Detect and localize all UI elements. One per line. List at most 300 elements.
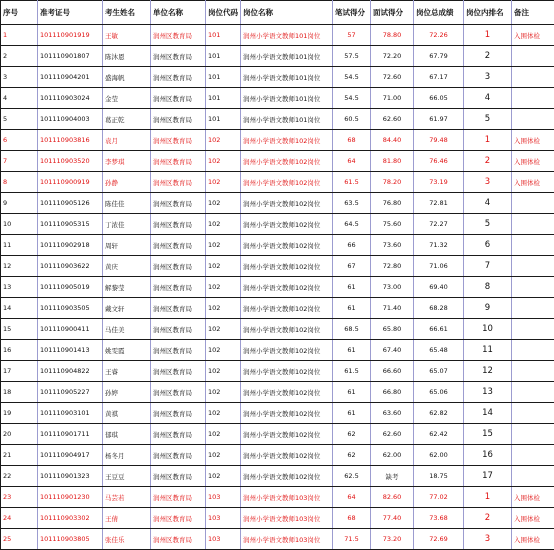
cell-exam-id: 101110903101 [38, 403, 103, 424]
cell-total-score: 69.40 [414, 277, 464, 298]
cell-rank: 3 [464, 172, 512, 193]
cell-rank: 1 [464, 25, 512, 46]
cell-note [512, 445, 554, 466]
cell-seq: 16 [1, 340, 38, 361]
cell-unit: 润州区教育局 [151, 235, 206, 256]
cell-note [512, 46, 554, 67]
cell-post-name: 润州小学语文教师102岗位 [241, 151, 333, 172]
cell-post-name: 润州小学语文教师102岗位 [241, 403, 333, 424]
header-rank: 岗位内排名 [464, 1, 512, 25]
cell-note [512, 319, 554, 340]
cell-written-score: 62 [333, 424, 371, 445]
cell-interview-score: 66.80 [371, 382, 414, 403]
cell-seq: 23 [1, 487, 38, 508]
cell-unit: 润州区教育局 [151, 319, 206, 340]
cell-post-name: 润州小学语文教师102岗位 [241, 340, 333, 361]
cell-rank: 3 [464, 529, 512, 550]
cell-note [512, 109, 554, 130]
cell-note [512, 214, 554, 235]
cell-total-score: 62.82 [414, 403, 464, 424]
table-row [1, 109, 554, 130]
cell-note [512, 340, 554, 361]
cell-interview-score: 72.60 [371, 67, 414, 88]
cell-interview-score: 缺考 [371, 466, 414, 487]
cell-post-name: 润州小学语文教师102岗位 [241, 193, 333, 214]
table-row [1, 172, 554, 193]
cell-post-name: 润州小学语文教师102岗位 [241, 466, 333, 487]
cell-written-score: 66 [333, 235, 371, 256]
cell-note [512, 403, 554, 424]
cell-unit: 润州区教育局 [151, 277, 206, 298]
cell-total-score: 66.61 [414, 319, 464, 340]
cell-name: 王倩 [103, 508, 151, 529]
cell-post-code: 102 [206, 193, 241, 214]
cell-exam-id: 101110903805 [38, 529, 103, 550]
cell-seq: 15 [1, 319, 38, 340]
cell-total-score: 77.02 [414, 487, 464, 508]
cell-post-code: 102 [206, 340, 241, 361]
cell-total-score: 65.06 [414, 382, 464, 403]
cell-post-name: 润州小学语文教师101岗位 [241, 109, 333, 130]
cell-post-name: 润州小学语文教师103岗位 [241, 487, 333, 508]
cell-seq: 25 [1, 529, 38, 550]
cell-post-code: 102 [206, 298, 241, 319]
cell-unit: 润州区教育局 [151, 193, 206, 214]
cell-unit: 润州区教育局 [151, 88, 206, 109]
cell-seq: 7 [1, 151, 38, 172]
cell-unit: 润州区教育局 [151, 361, 206, 382]
cell-total-score: 73.19 [414, 172, 464, 193]
cell-written-score: 68 [333, 508, 371, 529]
cell-note: 入围体检 [512, 25, 554, 46]
cell-unit: 润州区教育局 [151, 130, 206, 151]
cell-post-name: 润州小学语文教师102岗位 [241, 319, 333, 340]
cell-written-score: 54.5 [333, 67, 371, 88]
cell-exam-id: 101110901919 [38, 25, 103, 46]
cell-exam-id: 101110904003 [38, 109, 103, 130]
cell-total-score: 72.81 [414, 193, 464, 214]
cell-exam-id: 101110903302 [38, 508, 103, 529]
cell-note [512, 361, 554, 382]
cell-unit: 润州区教育局 [151, 214, 206, 235]
cell-rank: 14 [464, 403, 512, 424]
cell-interview-score: 62.60 [371, 424, 414, 445]
cell-rank: 3 [464, 67, 512, 88]
cell-note: 入围体检 [512, 130, 554, 151]
cell-seq: 13 [1, 277, 38, 298]
cell-interview-score: 72.20 [371, 46, 414, 67]
cell-seq: 22 [1, 466, 38, 487]
cell-interview-score: 66.60 [371, 361, 414, 382]
cell-interview-score: 71.40 [371, 298, 414, 319]
cell-post-name: 润州小学语文教师101岗位 [241, 67, 333, 88]
cell-written-score: 57 [333, 25, 371, 46]
cell-interview-score: 72.80 [371, 256, 414, 277]
cell-seq: 8 [1, 172, 38, 193]
table-row [1, 487, 554, 508]
header-seq: 序号 [1, 1, 38, 25]
cell-exam-id: 101110903024 [38, 88, 103, 109]
header-name: 考生姓名 [103, 1, 151, 25]
header-post-code: 岗位代码 [206, 1, 241, 25]
cell-name: 郁琪 [103, 424, 151, 445]
cell-post-code: 101 [206, 67, 241, 88]
cell-exam-id: 101110900411 [38, 319, 103, 340]
cell-rank: 4 [464, 88, 512, 109]
cell-rank: 11 [464, 340, 512, 361]
cell-name: 孙静 [103, 172, 151, 193]
cell-post-code: 101 [206, 88, 241, 109]
cell-post-code: 102 [206, 256, 241, 277]
cell-rank: 5 [464, 214, 512, 235]
cell-total-score: 72.69 [414, 529, 464, 550]
cell-post-code: 101 [206, 25, 241, 46]
cell-total-score: 62.42 [414, 424, 464, 445]
header-post-name: 岗位名称 [241, 1, 333, 25]
cell-exam-id: 101110903505 [38, 298, 103, 319]
cell-name: 李梦琪 [103, 151, 151, 172]
cell-interview-score: 67.40 [371, 340, 414, 361]
cell-seq: 12 [1, 256, 38, 277]
cell-post-name: 润州小学语文教师102岗位 [241, 445, 333, 466]
cell-name: 孙婷 [103, 382, 151, 403]
cell-unit: 润州区教育局 [151, 172, 206, 193]
cell-exam-id: 101110904201 [38, 67, 103, 88]
cell-seq: 17 [1, 361, 38, 382]
cell-name: 张佳乐 [103, 529, 151, 550]
cell-rank: 15 [464, 424, 512, 445]
cell-post-name: 润州小学语文教师102岗位 [241, 382, 333, 403]
cell-unit: 润州区教育局 [151, 109, 206, 130]
header-exam-id: 准考证号 [38, 1, 103, 25]
cell-written-score: 61 [333, 298, 371, 319]
cell-post-code: 103 [206, 487, 241, 508]
cell-unit: 润州区教育局 [151, 466, 206, 487]
table-row [1, 445, 554, 466]
cell-name: 黄祺 [103, 403, 151, 424]
header-note: 备注 [512, 1, 554, 25]
cell-written-score: 67 [333, 256, 371, 277]
cell-interview-score: 63.60 [371, 403, 414, 424]
cell-post-code: 102 [206, 214, 241, 235]
cell-name: 解黎莹 [103, 277, 151, 298]
cell-post-code: 102 [206, 151, 241, 172]
cell-rank: 13 [464, 382, 512, 403]
table-body [1, 25, 554, 550]
cell-note [512, 424, 554, 445]
cell-rank: 2 [464, 508, 512, 529]
cell-post-code: 103 [206, 508, 241, 529]
cell-name: 王睿 [103, 361, 151, 382]
cell-exam-id: 101110902918 [38, 235, 103, 256]
cell-exam-id: 101110903816 [38, 130, 103, 151]
cell-total-score: 65.48 [414, 340, 464, 361]
cell-unit: 润州区教育局 [151, 382, 206, 403]
table-row [1, 235, 554, 256]
cell-seq: 19 [1, 403, 38, 424]
cell-seq: 21 [1, 445, 38, 466]
cell-rank: 10 [464, 319, 512, 340]
cell-post-code: 102 [206, 319, 241, 340]
table-row [1, 25, 554, 46]
cell-written-score: 62.5 [333, 466, 371, 487]
cell-name: 葛正乾 [103, 109, 151, 130]
table-row [1, 403, 554, 424]
cell-written-score: 60.5 [333, 109, 371, 130]
cell-rank: 16 [464, 445, 512, 466]
cell-post-name: 润州小学语文教师102岗位 [241, 424, 333, 445]
cell-post-code: 102 [206, 130, 241, 151]
table-row [1, 319, 554, 340]
cell-note [512, 466, 554, 487]
cell-name: 陈佳佳 [103, 193, 151, 214]
cell-post-code: 102 [206, 277, 241, 298]
cell-interview-score: 77.40 [371, 508, 414, 529]
cell-total-score: 79.48 [414, 130, 464, 151]
cell-unit: 润州区教育局 [151, 151, 206, 172]
table-row [1, 151, 554, 172]
table-row [1, 298, 554, 319]
table-row [1, 67, 554, 88]
cell-interview-score: 81.80 [371, 151, 414, 172]
cell-unit: 润州区教育局 [151, 487, 206, 508]
cell-unit: 润州区教育局 [151, 298, 206, 319]
cell-seq: 11 [1, 235, 38, 256]
cell-written-score: 68.5 [333, 319, 371, 340]
cell-interview-score: 62.00 [371, 445, 414, 466]
cell-name: 陈沐恩 [103, 46, 151, 67]
cell-post-name: 润州小学语文教师102岗位 [241, 277, 333, 298]
cell-written-score: 63.5 [333, 193, 371, 214]
cell-interview-score: 65.80 [371, 319, 414, 340]
table-row [1, 214, 554, 235]
cell-total-score: 65.07 [414, 361, 464, 382]
cell-exam-id: 101110901413 [38, 340, 103, 361]
cell-seq: 9 [1, 193, 38, 214]
cell-exam-id: 101110905019 [38, 277, 103, 298]
cell-name: 杨冬月 [103, 445, 151, 466]
cell-written-score: 64.5 [333, 214, 371, 235]
cell-rank: 5 [464, 109, 512, 130]
cell-seq: 18 [1, 382, 38, 403]
header-unit: 单位名称 [151, 1, 206, 25]
cell-name: 袁月 [103, 130, 151, 151]
cell-post-code: 101 [206, 109, 241, 130]
cell-post-name: 润州小学语文教师102岗位 [241, 361, 333, 382]
cell-name: 姚雯霞 [103, 340, 151, 361]
cell-name: 金莹 [103, 88, 151, 109]
cell-name: 周轩 [103, 235, 151, 256]
cell-name: 马芸若 [103, 487, 151, 508]
cell-note: 入围体检 [512, 172, 554, 193]
cell-post-name: 润州小学语文教师101岗位 [241, 46, 333, 67]
cell-seq: 2 [1, 46, 38, 67]
cell-note [512, 277, 554, 298]
cell-rank: 2 [464, 46, 512, 67]
cell-unit: 润州区教育局 [151, 46, 206, 67]
cell-total-score: 73.68 [414, 508, 464, 529]
cell-written-score: 64 [333, 151, 371, 172]
cell-written-score: 71.5 [333, 529, 371, 550]
cell-rank: 12 [464, 361, 512, 382]
cell-written-score: 61 [333, 403, 371, 424]
table-row [1, 382, 554, 403]
cell-seq: 5 [1, 109, 38, 130]
cell-exam-id: 101110904917 [38, 445, 103, 466]
cell-rank: 1 [464, 130, 512, 151]
cell-note [512, 256, 554, 277]
cell-post-name: 润州小学语文教师102岗位 [241, 214, 333, 235]
cell-exam-id: 101110901711 [38, 424, 103, 445]
cell-note: 入围体检 [512, 487, 554, 508]
cell-written-score: 64 [333, 487, 371, 508]
table-row [1, 529, 554, 550]
cell-total-score: 66.05 [414, 88, 464, 109]
cell-unit: 润州区教育局 [151, 67, 206, 88]
cell-exam-id: 101110901323 [38, 466, 103, 487]
cell-name: 王豆豆 [103, 466, 151, 487]
cell-note: 入围体检 [512, 508, 554, 529]
cell-rank: 2 [464, 151, 512, 172]
cell-post-code: 102 [206, 424, 241, 445]
cell-rank: 9 [464, 298, 512, 319]
cell-interview-score: 76.80 [371, 193, 414, 214]
cell-rank: 17 [464, 466, 512, 487]
cell-unit: 润州区教育局 [151, 256, 206, 277]
cell-unit: 润州区教育局 [151, 424, 206, 445]
cell-total-score: 72.26 [414, 25, 464, 46]
cell-seq: 24 [1, 508, 38, 529]
cell-total-score: 67.17 [414, 67, 464, 88]
cell-exam-id: 101110900919 [38, 172, 103, 193]
cell-seq: 6 [1, 130, 38, 151]
table-row [1, 508, 554, 529]
cell-interview-score: 71.00 [371, 88, 414, 109]
cell-unit: 润州区教育局 [151, 25, 206, 46]
cell-post-name: 润州小学语文教师101岗位 [241, 88, 333, 109]
cell-post-code: 102 [206, 466, 241, 487]
cell-interview-score: 75.60 [371, 214, 414, 235]
cell-post-name: 润州小学语文教师102岗位 [241, 256, 333, 277]
cell-exam-id: 101110905126 [38, 193, 103, 214]
cell-exam-id: 101110904822 [38, 361, 103, 382]
cell-rank: 8 [464, 277, 512, 298]
cell-written-score: 57.5 [333, 46, 371, 67]
cell-note: 入围体检 [512, 151, 554, 172]
cell-name: 丁浓佳 [103, 214, 151, 235]
cell-total-score: 71.32 [414, 235, 464, 256]
cell-total-score: 61.97 [414, 109, 464, 130]
cell-unit: 润州区教育局 [151, 445, 206, 466]
header-interview-score: 面试得分 [371, 1, 414, 25]
cell-interview-score: 78.20 [371, 172, 414, 193]
cell-exam-id: 101110903520 [38, 151, 103, 172]
cell-note [512, 193, 554, 214]
cell-name: 戴文轩 [103, 298, 151, 319]
cell-total-score: 67.79 [414, 46, 464, 67]
cell-total-score: 18.75 [414, 466, 464, 487]
cell-exam-id: 101110905315 [38, 214, 103, 235]
cell-seq: 1 [1, 25, 38, 46]
cell-total-score: 72.27 [414, 214, 464, 235]
cell-post-name: 润州小学语文教师103岗位 [241, 508, 333, 529]
cell-post-code: 102 [206, 445, 241, 466]
cell-note [512, 298, 554, 319]
cell-written-score: 61 [333, 277, 371, 298]
cell-written-score: 61.5 [333, 172, 371, 193]
cell-post-name: 润州小学语文教师102岗位 [241, 130, 333, 151]
cell-post-code: 102 [206, 403, 241, 424]
cell-rank: 4 [464, 193, 512, 214]
cell-seq: 20 [1, 424, 38, 445]
cell-interview-score: 78.80 [371, 25, 414, 46]
cell-written-score: 61 [333, 382, 371, 403]
header-row [1, 1, 554, 25]
cell-note [512, 88, 554, 109]
cell-post-name: 润州小学语文教师102岗位 [241, 172, 333, 193]
cell-written-score: 68 [333, 130, 371, 151]
header-written-score: 笔试得分 [333, 1, 371, 25]
cell-post-code: 101 [206, 46, 241, 67]
cell-unit: 润州区教育局 [151, 340, 206, 361]
cell-post-name: 润州小学语文教师103岗位 [241, 529, 333, 550]
cell-note: 入围体检 [512, 529, 554, 550]
cell-post-name: 润州小学语文教师102岗位 [241, 298, 333, 319]
cell-interview-score: 73.20 [371, 529, 414, 550]
cell-post-name: 润州小学语文教师101岗位 [241, 25, 333, 46]
cell-exam-id: 101110905227 [38, 382, 103, 403]
cell-total-score: 71.06 [414, 256, 464, 277]
table-row [1, 340, 554, 361]
cell-rank: 6 [464, 235, 512, 256]
cell-post-name: 润州小学语文教师102岗位 [241, 235, 333, 256]
cell-interview-score: 62.60 [371, 109, 414, 130]
cell-unit: 润州区教育局 [151, 529, 206, 550]
table-row [1, 46, 554, 67]
cell-total-score: 76.46 [414, 151, 464, 172]
cell-seq: 14 [1, 298, 38, 319]
cell-note [512, 235, 554, 256]
table-row [1, 466, 554, 487]
cell-name: 盛海帆 [103, 67, 151, 88]
cell-seq: 3 [1, 67, 38, 88]
cell-exam-id: 101110901230 [38, 487, 103, 508]
cell-unit: 润州区教育局 [151, 508, 206, 529]
table-row [1, 361, 554, 382]
cell-total-score: 68.28 [414, 298, 464, 319]
cell-written-score: 54.5 [333, 88, 371, 109]
cell-post-code: 102 [206, 235, 241, 256]
table-row [1, 256, 554, 277]
cell-rank: 7 [464, 256, 512, 277]
cell-seq: 10 [1, 214, 38, 235]
cell-name: 王敏 [103, 25, 151, 46]
table-row [1, 88, 554, 109]
cell-rank: 1 [464, 487, 512, 508]
cell-unit: 润州区教育局 [151, 403, 206, 424]
cell-seq: 4 [1, 88, 38, 109]
header-total-score: 岗位总成绩 [414, 1, 464, 25]
cell-post-code: 103 [206, 529, 241, 550]
cell-post-code: 102 [206, 382, 241, 403]
table-row [1, 424, 554, 445]
table-row [1, 277, 554, 298]
cell-interview-score: 84.40 [371, 130, 414, 151]
table-row [1, 193, 554, 214]
cell-exam-id: 101110903622 [38, 256, 103, 277]
cell-exam-id: 101110901807 [38, 46, 103, 67]
cell-note [512, 67, 554, 88]
